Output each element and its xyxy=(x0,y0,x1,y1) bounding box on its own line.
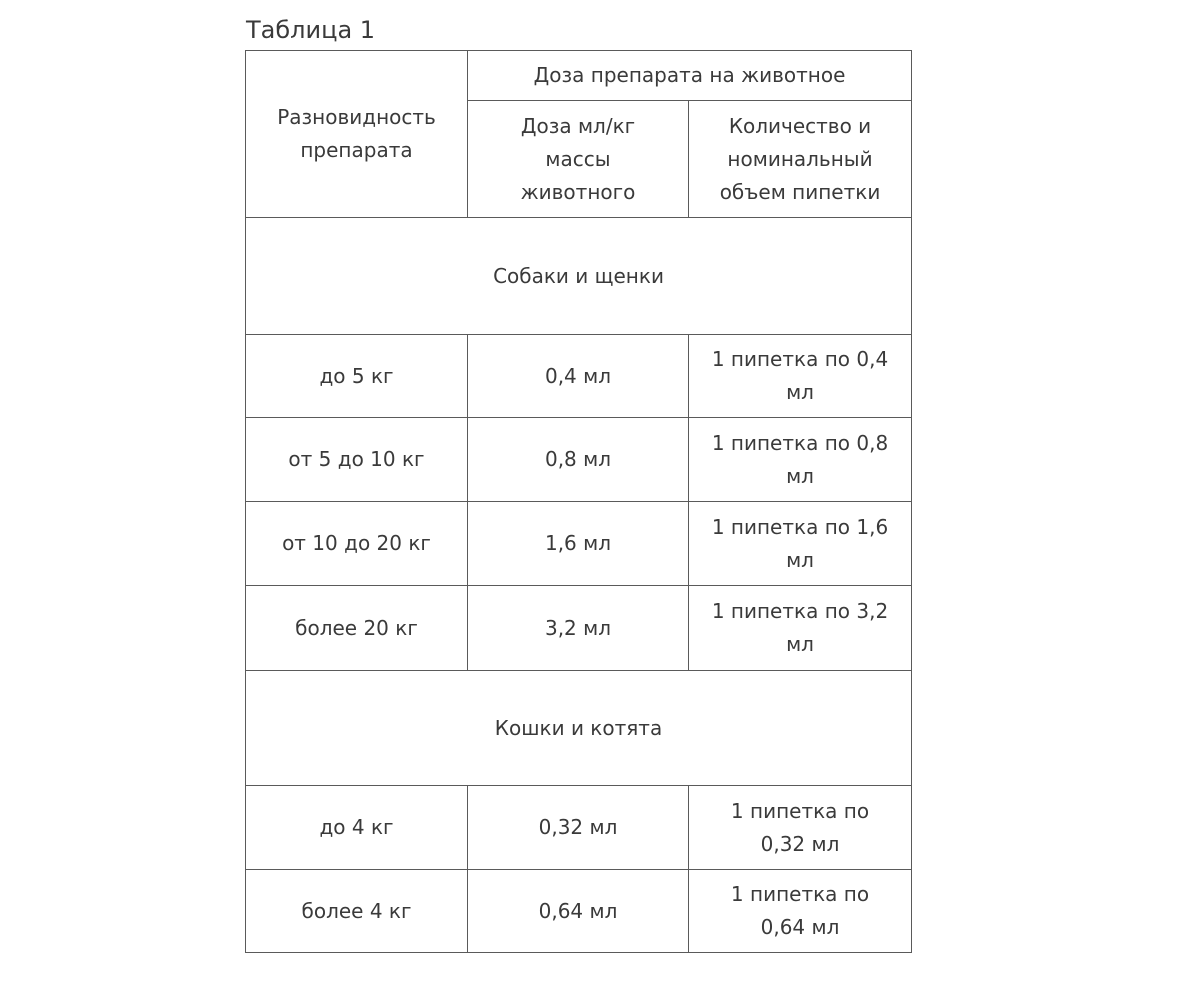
section-title-cats: Кошки и котята xyxy=(246,671,912,786)
section-row-cats xyxy=(246,671,912,786)
dose-cell: 0,32 мл xyxy=(468,786,689,870)
weight-cell: до 5 кг xyxy=(246,335,468,418)
header-row xyxy=(246,51,912,101)
pipette-cell: 1 пипетка по 3,2 мл xyxy=(689,586,912,671)
dose-cell: 0,4 мл xyxy=(468,335,689,418)
pipette-cell: 1 пипетка по 0,32 мл xyxy=(689,786,912,870)
dose-cell: 0,8 мл xyxy=(468,418,689,502)
header-dose-group: Доза препарата на животное xyxy=(468,51,912,101)
header-pipette: Количество и номинальный объем пипетки xyxy=(689,101,912,218)
pipette-cell: 1 пипетка по 0,64 мл xyxy=(689,870,912,953)
dosage-table xyxy=(245,50,912,953)
section-title-dogs: Собаки и щенки xyxy=(246,218,912,335)
dose-cell: 0,64 мл xyxy=(468,870,689,953)
weight-cell: от 10 до 20 кг xyxy=(246,502,468,586)
table-row xyxy=(246,335,912,418)
weight-cell: более 4 кг xyxy=(246,870,468,953)
header-dose-per-kg: Доза мл/кг массы животного xyxy=(468,101,689,218)
table-caption: Таблица 1 xyxy=(246,16,376,44)
pipette-cell: 1 пипетка по 0,8 мл xyxy=(689,418,912,502)
weight-cell: до 4 кг xyxy=(246,786,468,870)
table-row xyxy=(246,418,912,502)
dose-cell: 3,2 мл xyxy=(468,586,689,671)
table-row xyxy=(246,786,912,870)
pipette-cell: 1 пипетка по 1,6 мл xyxy=(689,502,912,586)
table-row xyxy=(246,586,912,671)
section-row-dogs xyxy=(246,218,912,335)
table-row xyxy=(246,502,912,586)
pipette-cell: 1 пипетка по 0,4 мл xyxy=(689,335,912,418)
weight-cell: более 20 кг xyxy=(246,586,468,671)
dose-cell: 1,6 мл xyxy=(468,502,689,586)
weight-cell: от 5 до 10 кг xyxy=(246,418,468,502)
table-row xyxy=(246,870,912,953)
header-kind: Разновидность препарата xyxy=(246,51,468,218)
